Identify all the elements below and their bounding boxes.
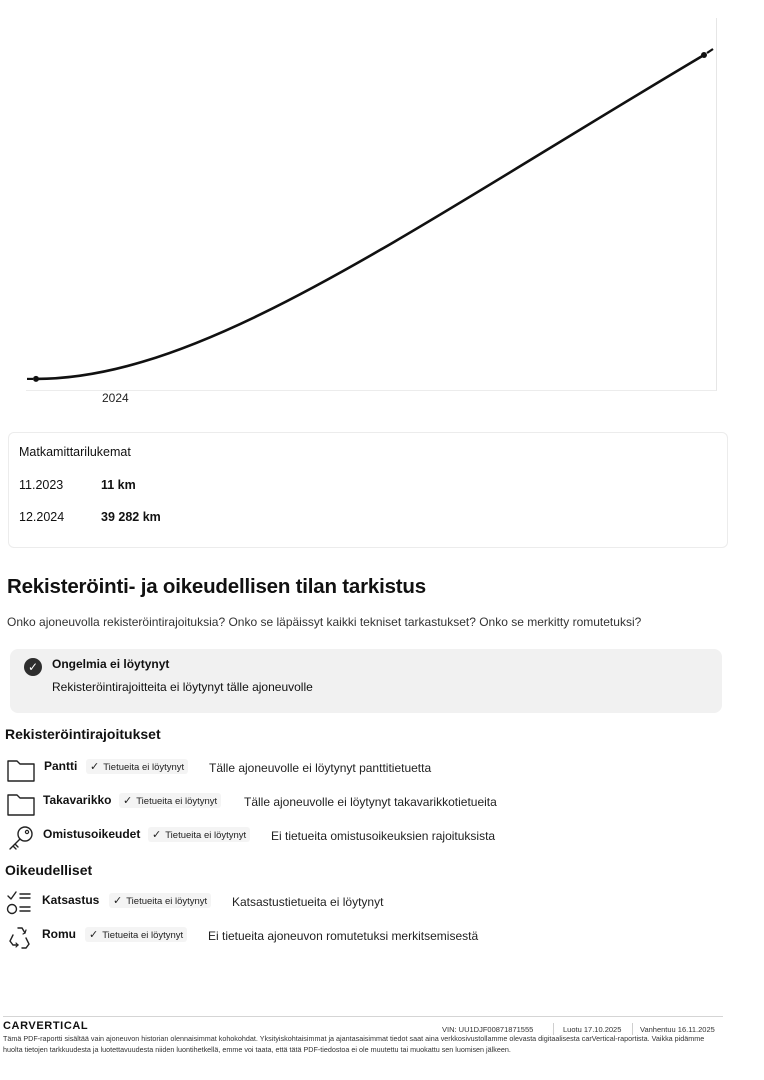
check-circle-icon: ✓ (24, 658, 42, 676)
badge-text: Tietueita ei löytynyt (102, 930, 184, 941)
recycle-icon (6, 924, 36, 952)
section-subtitle: Onko ajoneuvolla rekisteröintirajoituksia? Onko se läpäissyt kaikki tekniset tarkastukset? Onko se merkitty romutetuksi? (7, 615, 642, 629)
legal-heading: Oikeudelliset (5, 862, 93, 878)
key-icon (6, 824, 36, 852)
status-badge (148, 827, 250, 842)
series-dash (707, 49, 713, 53)
legal-item-katsastus (6, 890, 746, 920)
odometer-row (19, 510, 161, 524)
item-description: Tälle ajoneuvolle ei löytynyt panttitietuetta (209, 761, 432, 775)
item-label: Katsastus (42, 893, 100, 907)
odometer-readings-card (8, 432, 728, 548)
badge-text: Tietueita ei löytynyt (165, 830, 247, 841)
section-title: Rekisteröinti- ja oikeudellisen tilan tarkistus (7, 575, 426, 598)
folder-icon (6, 790, 36, 818)
check-icon: ✓ (152, 829, 162, 841)
brand-logo: CARVERTICAL (3, 1020, 89, 1032)
item-description: Tälle ajoneuvolle ei löytynyt takavarikkotietueita (244, 795, 497, 809)
footer-vin: VIN: UU1DJF00871871555 (442, 1025, 534, 1034)
status-summary (10, 649, 722, 713)
odometer-readings-title: Matkamittarilukemat (19, 445, 131, 459)
odometer-chart-svg (26, 18, 716, 408)
check-icon: ✓ (123, 795, 133, 807)
item-label: Omistusoikeudet (43, 827, 141, 841)
checklist-icon (6, 890, 36, 918)
check-icon: ✓ (89, 929, 99, 941)
item-description: Ei tietueita ajoneuvon romutetuksi merkitsemisestä (208, 929, 479, 943)
x-tick-label: 2024 (102, 391, 129, 405)
odometer-value: 39 282 km (101, 510, 161, 524)
footer-divider (3, 1016, 723, 1017)
folder-icon (6, 756, 36, 784)
odometer-chart (26, 18, 717, 405)
status-badge (85, 927, 187, 942)
registration-item-takavarikko (6, 790, 746, 820)
status-badge (109, 893, 211, 908)
badge-text: Tietueita ei löytynyt (126, 896, 208, 907)
odometer-date: 12.2024 (19, 510, 65, 524)
status-text: Rekisteröintirajoitteita ei löytynyt tälle ajoneuvolle (52, 680, 313, 694)
data-point (33, 376, 39, 382)
item-label: Takavarikko (43, 793, 112, 807)
registration-item-omistusoikeudet (6, 824, 746, 854)
registration-heading: Rekisteröintirajoitukset (5, 726, 161, 742)
status-badge (119, 793, 221, 808)
item-description: Katsastustietueita ei löytynyt (232, 895, 384, 909)
check-icon: ✓ (113, 895, 123, 907)
registration-item-pantti (6, 756, 746, 786)
item-label: Romu (42, 927, 76, 941)
item-description: Ei tietueita omistusoikeuksien rajoituksista (271, 829, 496, 843)
odometer-row (19, 478, 136, 492)
data-point (701, 52, 707, 58)
footer-created: Luotu 17.10.2025 (563, 1025, 622, 1034)
item-label: Pantti (44, 759, 78, 773)
status-title: Ongelmia ei löytynyt (52, 657, 170, 671)
badge-text: Tietueita ei löytynyt (136, 796, 218, 807)
legal-item-romu (6, 924, 746, 954)
badge-text: Tietueita ei löytynyt (103, 762, 185, 773)
check-icon: ✓ (90, 761, 100, 773)
odometer-date: 11.2023 (19, 478, 64, 492)
odometer-value: 11 km (101, 478, 136, 492)
footer-disclaimer: Tämä PDF-raportti sisältää vain ajoneuvon historian olennaisimmat kohokohdat. Yksityiskohtaisimmat ja ajantasaisimmat tiedot saat aina verkkosivustollamme olevasta digitaalisesta carVertical-raportista. Vaikka pidämme huolta tietojen tarkkuudesta ja luotettavuudesta niiden luontihetkellä, emme voi taata, että tätä PDF-tiedostoa ei ole muutettu tai muokattu sen luomisen jälkeen. (3, 1034, 705, 1054)
odometer-series-line (36, 55, 704, 379)
status-badge (86, 759, 188, 774)
footer-expires: Vanhentuu 16.11.2025 (640, 1025, 715, 1034)
